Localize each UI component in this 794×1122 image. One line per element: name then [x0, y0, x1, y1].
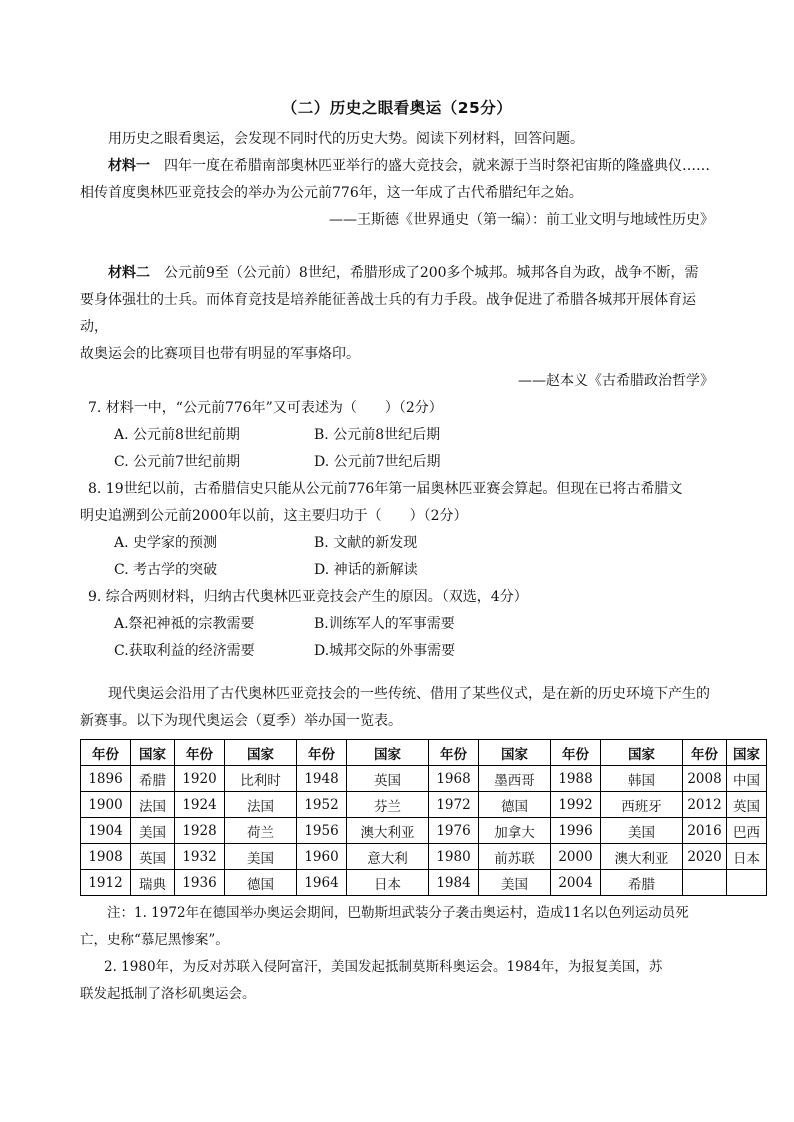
table-cell-country: 英国: [727, 792, 767, 818]
document-page: [80, 96, 760, 1008]
table-cell-year: 1956: [297, 818, 347, 844]
table-row: [81, 870, 767, 896]
table-cell-country: 加拿大: [479, 818, 551, 844]
table-cell-year: 2012: [683, 792, 727, 818]
table-cell-country: 韩国: [601, 766, 683, 792]
table-cell-country: 瑞典: [131, 870, 175, 896]
question-7-option-c: C. 公元前7世纪前期: [114, 454, 241, 470]
table-cell-year: 2004: [551, 870, 601, 896]
material-one-line1: 四年一度在希腊南部奥林匹亚举行的盛大竞技会，就来源于当时祭祀宙斯的隆盛典仪……: [150, 158, 710, 174]
note-1-line2: 亡，史称“慕尼黑惨案”。: [80, 932, 229, 948]
table-cell-year: 1912: [81, 870, 131, 896]
table-cell-year: 2000: [551, 844, 601, 870]
table-row: [81, 766, 767, 792]
table-cell-country: 比利时: [225, 766, 297, 792]
table-cell-year: 1964: [297, 870, 347, 896]
material-two: [80, 260, 714, 395]
table-header-row: [81, 740, 767, 766]
question-9-option-b: B.训练军人的军事需要: [314, 616, 455, 632]
table-cell-year: 1904: [81, 818, 131, 844]
table-cell-country: [727, 870, 767, 896]
table-header-cell: 年份: [81, 740, 131, 766]
note-1-line1: 注：1. 1972年在德国举办奥运会期间，巴勒斯坦武装分子袭击奥运村，造成11名以色列运动员死: [107, 905, 689, 921]
question-7-text: 7. 材料一中，“公元前776年”又可表述为（ ）（2分）: [88, 400, 443, 416]
material-one: [80, 153, 714, 234]
table-cell-country: 日本: [347, 870, 429, 896]
question-8-option-c: C. 考古学的突破: [114, 562, 218, 578]
table-cell-year: 1908: [81, 844, 131, 870]
section-title: （二）历史之眼看奥运（25分）: [281, 99, 513, 117]
table-cell-country: 墨西哥: [479, 766, 551, 792]
modern-olympics-text-1: 现代奥运会沿用了古代奥林匹亚竞技会的一些传统、借用了某些仪式，是在新的历史环境下产生的: [108, 686, 710, 702]
table-cell-year: 2008: [683, 766, 727, 792]
material-one-line2: 相传首度奥林匹亚竞技会的举办为公元前776年，这一年成了古代希腊纪年之始。: [80, 185, 583, 201]
host-country-table: [80, 739, 767, 896]
table-cell-country: 中国: [727, 766, 767, 792]
table-cell-year: 1920: [175, 766, 225, 792]
table-header-cell: 年份: [429, 740, 479, 766]
table-cell-country: 日本: [727, 844, 767, 870]
material-one-source: ——王斯德《世界通史（第一编）：前工业文明与地域性历史》: [329, 212, 714, 228]
table-header-cell: 国家: [347, 740, 429, 766]
table-cell-country: 西班牙: [601, 792, 683, 818]
question-8-option-d: D. 神话的新解读: [314, 562, 418, 578]
table-cell-year: 1988: [551, 766, 601, 792]
table-cell-country: 希腊: [131, 766, 175, 792]
table-cell-country: 巴西: [727, 818, 767, 844]
table-cell-year: 2016: [683, 818, 727, 844]
table-cell-country: 芬兰: [347, 792, 429, 818]
table-cell-year: 1968: [429, 766, 479, 792]
table-header-cell: 国家: [479, 740, 551, 766]
table-cell-country: 美国: [131, 818, 175, 844]
table-cell-country: 英国: [131, 844, 175, 870]
table-row: [81, 818, 767, 844]
question-7: [80, 395, 714, 476]
table-cell-year: 1980: [429, 844, 479, 870]
table-cell-year: 1932: [175, 844, 225, 870]
table-cell-country: 荷兰: [225, 818, 297, 844]
question-8-option-a: A. 史学家的预测: [114, 535, 218, 551]
material-two-source: ——赵本义《古希腊政治哲学》: [518, 373, 714, 389]
question-9-option-a: A.祭祀神祗的宗教需要: [114, 616, 255, 632]
question-7-option-b: B. 公元前8世纪后期: [314, 427, 441, 443]
table-cell-year: 2020: [683, 844, 727, 870]
question-8-option-b: B. 文献的新发现: [314, 535, 418, 551]
material-two-line1: 公元前9至（公元前）8世纪，希腊形成了200多个城邦。城邦各自为政，战争不断，需: [150, 265, 699, 281]
table-header-cell: 年份: [297, 740, 347, 766]
table-header-cell: 国家: [131, 740, 175, 766]
table-cell-country: 澳大利亚: [601, 844, 683, 870]
table-cell-year: 1992: [551, 792, 601, 818]
question-9-option-c: C.获取利益的经济需要: [114, 643, 255, 659]
table-cell-country: 法国: [225, 792, 297, 818]
table-cell-year: 1948: [297, 766, 347, 792]
question-7-option-a: A. 公元前8世纪前期: [114, 427, 240, 443]
table-cell-country: 澳大利亚: [347, 818, 429, 844]
table-header-cell: 年份: [175, 740, 225, 766]
table-row: [81, 844, 767, 870]
question-7-option-d: D. 公元前7世纪后期: [314, 454, 441, 470]
note-2-line2: 联发起抵制了洛杉矶奥运会。: [80, 986, 256, 1002]
question-9-option-d: D.城邦交际的外事需要: [314, 643, 456, 659]
table-cell-year: 1896: [81, 766, 131, 792]
material-one-label: 材料一: [108, 158, 150, 174]
table-header-cell: 国家: [727, 740, 767, 766]
question-8-text-cont: 明史追溯到公元前2000年以前，这主要归功于（ ）（2分）: [80, 508, 468, 524]
modern-olympics-text-2: 新赛事。以下为现代奥运会（夏季）举办国一览表。: [80, 713, 402, 729]
question-9-text: 9. 综合两则材料，归纳古代奥林匹亚竞技会产生的原因。（双选，4分）: [88, 589, 528, 605]
table-cell-country: 德国: [479, 792, 551, 818]
table-cell-year: 1984: [429, 870, 479, 896]
intro-text: 用历史之眼看奥运，会发现不同时代的历史大势。阅读下列材料，回答问题。: [108, 131, 584, 147]
table-cell-year: [683, 870, 727, 896]
material-two-line3: 故奥运会的比赛项目也带有明显的军事烙印。: [80, 346, 360, 362]
note-2-line1: 2. 1980年，为反对苏联入侵阿富汗，美国发起抵制莫斯科奥运会。1984年，为报复美国，苏: [104, 959, 663, 975]
table-cell-country: 德国: [225, 870, 297, 896]
table-row: [81, 792, 767, 818]
question-8: [80, 476, 714, 584]
table-header-cell: 国家: [225, 740, 297, 766]
table-cell-year: 1952: [297, 792, 347, 818]
table-cell-year: 1928: [175, 818, 225, 844]
material-two-line2: 要身体强壮的士兵。而体育竞技是培养能征善战士兵的有力手段。战争促进了希腊各城邦开展体育运动，: [80, 292, 696, 335]
table-header-cell: 年份: [551, 740, 601, 766]
table-header-cell: 年份: [683, 740, 727, 766]
table-cell-country: 美国: [601, 818, 683, 844]
table-cell-year: 1960: [297, 844, 347, 870]
question-9: [80, 584, 714, 665]
table-cell-country: 美国: [225, 844, 297, 870]
table-header-cell: 国家: [601, 740, 683, 766]
table-cell-year: 1996: [551, 818, 601, 844]
table-cell-country: 希腊: [601, 870, 683, 896]
table-cell-country: 意大利: [347, 844, 429, 870]
table-cell-year: 1972: [429, 792, 479, 818]
question-8-text: 8. 19世纪以前，古希腊信史只能从公元前776年第一届奥林匹亚赛会算起。但现在已将古希腊文: [88, 481, 683, 497]
table-cell-country: 前苏联: [479, 844, 551, 870]
table-cell-country: 法国: [131, 792, 175, 818]
table-cell-year: 1936: [175, 870, 225, 896]
table-cell-year: 1900: [81, 792, 131, 818]
table-cell-country: 英国: [347, 766, 429, 792]
material-two-label: 材料二: [108, 265, 150, 281]
table-cell-year: 1976: [429, 818, 479, 844]
table-cell-year: 1924: [175, 792, 225, 818]
table-cell-country: 美国: [479, 870, 551, 896]
